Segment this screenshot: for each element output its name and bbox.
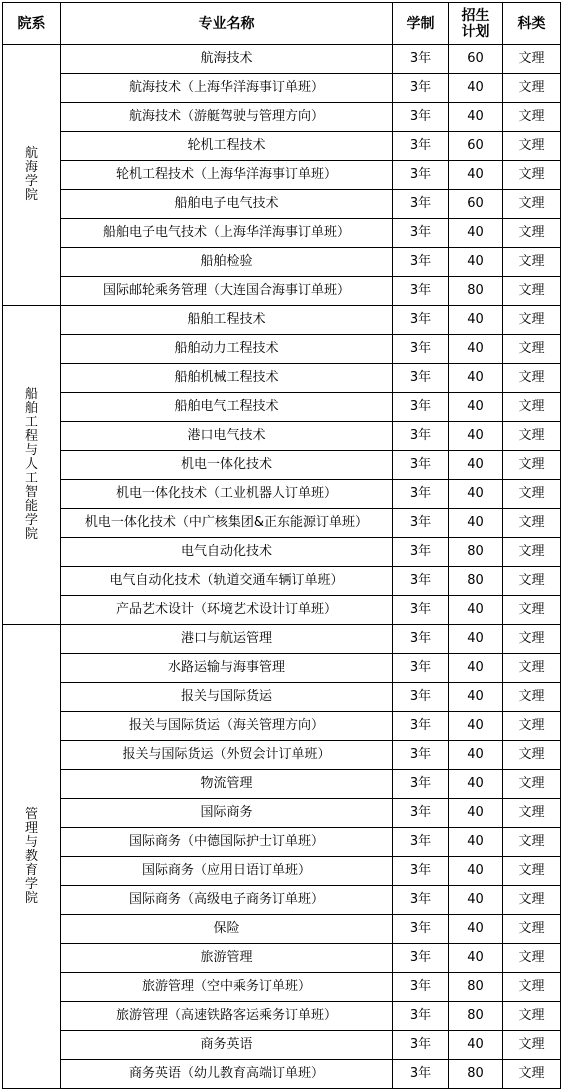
major-cell: 报关与国际货运（海关管理方向）	[61, 712, 393, 741]
plan-cell: 40	[449, 393, 503, 422]
years-cell: 3年	[393, 161, 449, 190]
category-cell: 文理	[503, 770, 561, 799]
plan-cell: 40	[449, 625, 503, 654]
category-cell: 文理	[503, 1031, 561, 1060]
plan-cell: 40	[449, 74, 503, 103]
table-row	[3, 828, 561, 857]
years-cell: 3年	[393, 393, 449, 422]
major-cell: 产品艺术设计（环境艺术设计订单班）	[61, 596, 393, 625]
table-row	[3, 451, 561, 480]
table-row	[3, 103, 561, 132]
table-row	[3, 248, 561, 277]
years-cell: 3年	[393, 770, 449, 799]
department-name: 航海学院	[24, 146, 38, 203]
category-cell: 文理	[503, 277, 561, 306]
major-cell: 船舶机械工程技术	[61, 364, 393, 393]
table-body	[3, 45, 561, 1089]
major-cell: 旅游管理（高速铁路客运乘务订单班）	[61, 1002, 393, 1031]
table-row	[3, 683, 561, 712]
category-cell: 文理	[503, 944, 561, 973]
plan-cell: 80	[449, 277, 503, 306]
major-cell: 报关与国际货运	[61, 683, 393, 712]
category-cell: 文理	[503, 161, 561, 190]
category-cell: 文理	[503, 1002, 561, 1031]
category-cell: 文理	[503, 248, 561, 277]
years-cell: 3年	[393, 538, 449, 567]
category-cell: 文理	[503, 422, 561, 451]
plan-cell: 40	[449, 306, 503, 335]
major-cell: 旅游管理	[61, 944, 393, 973]
plan-cell: 40	[449, 103, 503, 132]
plan-cell: 40	[449, 596, 503, 625]
years-cell: 3年	[393, 103, 449, 132]
years-cell: 3年	[393, 248, 449, 277]
years-cell: 3年	[393, 654, 449, 683]
category-cell: 文理	[503, 538, 561, 567]
years-cell: 3年	[393, 480, 449, 509]
plan-cell: 80	[449, 567, 503, 596]
table-row	[3, 74, 561, 103]
major-cell: 航海技术（游艇驾驶与管理方向）	[61, 103, 393, 132]
plan-cell: 40	[449, 683, 503, 712]
header-major: 专业名称	[61, 3, 393, 45]
years-cell: 3年	[393, 712, 449, 741]
table-row	[3, 596, 561, 625]
department-cell	[3, 625, 61, 1089]
header-category: 科类	[503, 3, 561, 45]
years-cell: 3年	[393, 683, 449, 712]
table-row	[3, 161, 561, 190]
major-cell: 旅游管理（空中乘务订单班）	[61, 973, 393, 1002]
table-row	[3, 770, 561, 799]
table-row	[3, 480, 561, 509]
years-cell: 3年	[393, 277, 449, 306]
header-plan-line1: 招生	[461, 7, 490, 24]
category-cell: 文理	[503, 219, 561, 248]
years-cell: 3年	[393, 1031, 449, 1060]
category-cell: 文理	[503, 596, 561, 625]
table-row	[3, 219, 561, 248]
category-cell: 文理	[503, 857, 561, 886]
table-row	[3, 625, 561, 654]
years-cell: 3年	[393, 857, 449, 886]
years-cell: 3年	[393, 422, 449, 451]
plan-cell: 40	[449, 741, 503, 770]
table-row	[3, 857, 561, 886]
plan-cell: 80	[449, 973, 503, 1002]
plan-cell: 40	[449, 1031, 503, 1060]
table-row	[3, 277, 561, 306]
table-row	[3, 45, 561, 74]
table-row	[3, 393, 561, 422]
years-cell: 3年	[393, 451, 449, 480]
years-cell: 3年	[393, 799, 449, 828]
category-cell: 文理	[503, 973, 561, 1002]
table-row	[3, 422, 561, 451]
plan-cell: 40	[449, 770, 503, 799]
category-cell: 文理	[503, 364, 561, 393]
category-cell: 文理	[503, 190, 561, 219]
category-cell: 文理	[503, 480, 561, 509]
major-cell: 船舶检验	[61, 248, 393, 277]
table-row	[3, 654, 561, 683]
major-cell: 保险	[61, 915, 393, 944]
table-row	[3, 1031, 561, 1060]
table-row	[3, 944, 561, 973]
table-row	[3, 915, 561, 944]
years-cell: 3年	[393, 45, 449, 74]
table-row	[3, 306, 561, 335]
plan-cell: 60	[449, 45, 503, 74]
table-row	[3, 741, 561, 770]
category-cell: 文理	[503, 132, 561, 161]
table-row	[3, 335, 561, 364]
major-cell: 船舶电气工程技术	[61, 393, 393, 422]
major-cell: 电气自动化技术（轨道交通车辆订单班）	[61, 567, 393, 596]
plan-cell: 40	[449, 335, 503, 364]
major-cell: 物流管理	[61, 770, 393, 799]
plan-cell: 40	[449, 451, 503, 480]
table-row	[3, 1060, 561, 1089]
category-cell: 文理	[503, 799, 561, 828]
major-cell: 水路运输与海事管理	[61, 654, 393, 683]
category-cell: 文理	[503, 625, 561, 654]
major-cell: 国际商务（应用日语订单班）	[61, 857, 393, 886]
plan-cell: 80	[449, 1060, 503, 1089]
category-cell: 文理	[503, 828, 561, 857]
table-row	[3, 1002, 561, 1031]
plan-cell: 40	[449, 915, 503, 944]
category-cell: 文理	[503, 915, 561, 944]
header-years: 学制	[393, 3, 449, 45]
table-row	[3, 886, 561, 915]
header-dept: 院系	[3, 3, 61, 45]
category-cell: 文理	[503, 1060, 561, 1089]
category-cell: 文理	[503, 74, 561, 103]
category-cell: 文理	[503, 712, 561, 741]
plan-cell: 40	[449, 248, 503, 277]
table-row	[3, 364, 561, 393]
years-cell: 3年	[393, 132, 449, 161]
category-cell: 文理	[503, 509, 561, 538]
plan-cell: 40	[449, 364, 503, 393]
plan-cell: 40	[449, 886, 503, 915]
department-cell	[3, 45, 61, 306]
category-cell: 文理	[503, 654, 561, 683]
table-row	[3, 538, 561, 567]
plan-cell: 40	[449, 480, 503, 509]
major-cell: 航海技术（上海华洋海事订单班）	[61, 74, 393, 103]
category-cell: 文理	[503, 567, 561, 596]
years-cell: 3年	[393, 1002, 449, 1031]
plan-cell: 60	[449, 190, 503, 219]
major-cell: 船舶工程技术	[61, 306, 393, 335]
years-cell: 3年	[393, 190, 449, 219]
plan-cell: 40	[449, 712, 503, 741]
years-cell: 3年	[393, 509, 449, 538]
major-cell: 船舶电子电气技术（上海华洋海事订单班）	[61, 219, 393, 248]
category-cell: 文理	[503, 886, 561, 915]
plan-cell: 80	[449, 538, 503, 567]
major-cell: 港口与航运管理	[61, 625, 393, 654]
department-name: 管理与教育学院	[24, 806, 38, 906]
category-cell: 文理	[503, 741, 561, 770]
major-cell: 电气自动化技术	[61, 538, 393, 567]
years-cell: 3年	[393, 567, 449, 596]
major-cell: 港口电气技术	[61, 422, 393, 451]
major-cell: 机电一体化技术（工业机器人订单班）	[61, 480, 393, 509]
years-cell: 3年	[393, 1060, 449, 1089]
table-row	[3, 567, 561, 596]
years-cell: 3年	[393, 219, 449, 248]
major-cell: 航海技术	[61, 45, 393, 74]
years-cell: 3年	[393, 944, 449, 973]
years-cell: 3年	[393, 306, 449, 335]
years-cell: 3年	[393, 625, 449, 654]
plan-cell: 40	[449, 422, 503, 451]
plan-cell: 40	[449, 944, 503, 973]
major-cell: 机电一体化技术	[61, 451, 393, 480]
major-cell: 国际邮轮乘务管理（大连国合海事订单班）	[61, 277, 393, 306]
department-cell	[3, 306, 61, 625]
plan-cell: 80	[449, 1002, 503, 1031]
major-cell: 船舶动力工程技术	[61, 335, 393, 364]
years-cell: 3年	[393, 741, 449, 770]
category-cell: 文理	[503, 45, 561, 74]
years-cell: 3年	[393, 335, 449, 364]
plan-cell: 60	[449, 132, 503, 161]
plan-cell: 40	[449, 799, 503, 828]
years-cell: 3年	[393, 364, 449, 393]
plan-cell: 40	[449, 219, 503, 248]
major-cell: 轮机工程技术	[61, 132, 393, 161]
enrollment-table	[2, 2, 561, 1089]
plan-cell: 40	[449, 654, 503, 683]
major-cell: 国际商务	[61, 799, 393, 828]
major-cell: 国际商务（高级电子商务订单班）	[61, 886, 393, 915]
category-cell: 文理	[503, 103, 561, 132]
years-cell: 3年	[393, 886, 449, 915]
department-name: 船舶工程与人工智能学院	[24, 387, 38, 542]
major-cell: 轮机工程技术（上海华洋海事订单班）	[61, 161, 393, 190]
table-row	[3, 973, 561, 1002]
years-cell: 3年	[393, 74, 449, 103]
table-row	[3, 799, 561, 828]
table-row	[3, 190, 561, 219]
header-plan	[449, 3, 503, 45]
category-cell: 文理	[503, 335, 561, 364]
major-cell: 商务英语（幼儿教育高端订单班）	[61, 1060, 393, 1089]
years-cell: 3年	[393, 915, 449, 944]
category-cell: 文理	[503, 393, 561, 422]
years-cell: 3年	[393, 973, 449, 1002]
plan-cell: 40	[449, 828, 503, 857]
plan-cell: 40	[449, 161, 503, 190]
major-cell: 报关与国际货运（外贸会计订单班）	[61, 741, 393, 770]
years-cell: 3年	[393, 828, 449, 857]
plan-cell: 40	[449, 857, 503, 886]
category-cell: 文理	[503, 306, 561, 335]
major-cell: 船舶电子电气技术	[61, 190, 393, 219]
major-cell: 机电一体化技术（中广核集团&正东能源订单班）	[61, 509, 393, 538]
table-row	[3, 132, 561, 161]
category-cell: 文理	[503, 451, 561, 480]
years-cell: 3年	[393, 596, 449, 625]
table-row	[3, 509, 561, 538]
table-header	[3, 3, 561, 45]
category-cell: 文理	[503, 683, 561, 712]
header-plan-line2: 计划	[461, 23, 490, 40]
plan-cell: 40	[449, 509, 503, 538]
header-row	[3, 3, 561, 45]
table-row	[3, 712, 561, 741]
major-cell: 商务英语	[61, 1031, 393, 1060]
major-cell: 国际商务（中德国际护士订单班）	[61, 828, 393, 857]
